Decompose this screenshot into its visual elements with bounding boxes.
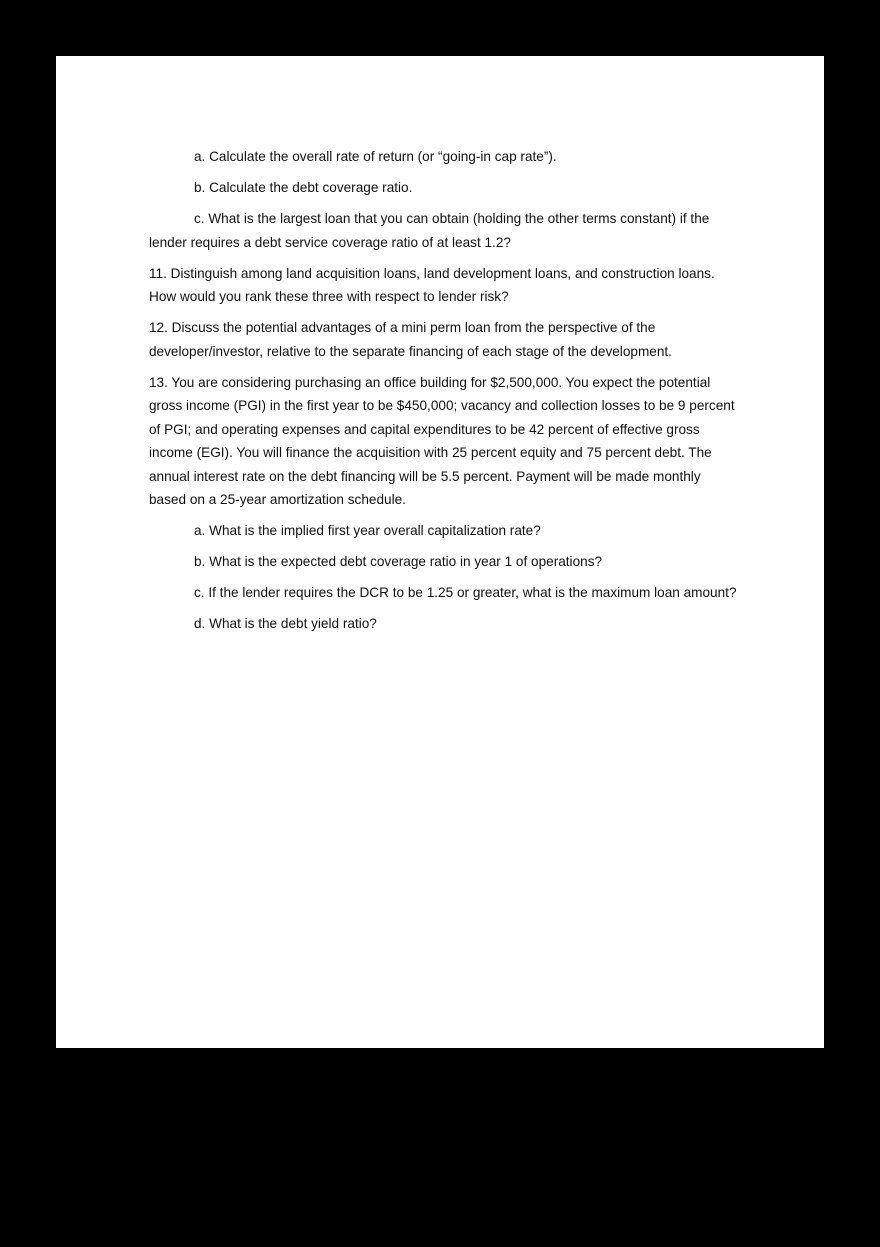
question-13c: c. If the lender requires the DCR to be 1.25 or greater, what is the maximum loan amount? [194, 585, 737, 600]
document-body [149, 145, 739, 643]
question-13d: d. What is the debt yield ratio? [194, 616, 377, 631]
question-13: 13. You are considering purchasing an office building for $2,500,000. You expect the potential gross income (PGI) in the first year to be $450,000; vacancy and collection losses to be 9 percent of PGI; and operating expenses and capital expenditures to be 42 percent of effective gross income (EGI). You will finance the acquisition with 25 percent equity and 75 percent debt. The annual interest rate on the debt financing will be 5.5 percent. Payment will be made monthly based on a 25-year amortization schedule. [149, 374, 735, 507]
question-13b: b. What is the expected debt coverage ratio in year 1 of operations? [194, 554, 603, 569]
question-11: 11. Distinguish among land acquisition loans, land development loans, and construction loans. How would you rank these three with respect to lender risk? [149, 265, 715, 304]
question-10b: b. Calculate the debt coverage ratio. [194, 180, 413, 195]
question-13a: a. What is the implied first year overall capitalization rate? [194, 523, 541, 538]
question-10a: a. Calculate the overall rate of return (or “going-in cap rate”). [194, 149, 557, 164]
question-10c: c. What is the largest loan that you can obtain (holding the other terms constant) if the lender requires a debt service coverage ratio of at least 1.2? [149, 211, 710, 250]
document-page [56, 56, 824, 1048]
question-12: 12. Discuss the potential advantages of a mini perm loan from the perspective of the developer/investor, relative to the separate financing of each stage of the development. [149, 320, 672, 359]
